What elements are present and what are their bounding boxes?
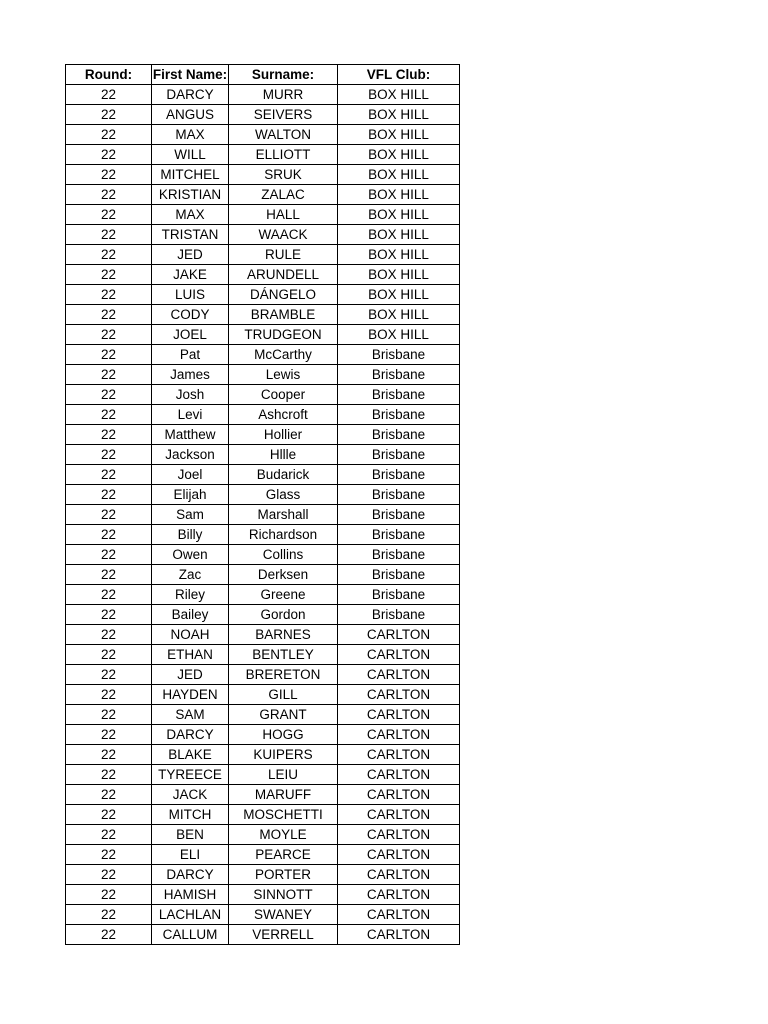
round-cell: 22 <box>66 425 152 445</box>
first-name-cell: HAMISH <box>152 885 229 905</box>
round-cell: 22 <box>66 105 152 125</box>
surname-cell: TRUDGEON <box>229 325 338 345</box>
first-name-cell: CODY <box>152 305 229 325</box>
surname-cell: MOYLE <box>229 825 338 845</box>
table-row <box>66 725 460 745</box>
table-row <box>66 905 460 925</box>
vfl-club-cell: Brisbane <box>338 605 460 625</box>
first-name-cell: WILL <box>152 145 229 165</box>
vfl-club-cell: CARLTON <box>338 885 460 905</box>
header-vfl-club: VFL Club: <box>338 65 460 85</box>
vfl-club-cell: BOX HILL <box>338 125 460 145</box>
vfl-club-cell: CARLTON <box>338 625 460 645</box>
round-cell: 22 <box>66 845 152 865</box>
surname-cell: Lewis <box>229 365 338 385</box>
round-cell: 22 <box>66 685 152 705</box>
surname-cell: Cooper <box>229 385 338 405</box>
vfl-club-cell: Brisbane <box>338 425 460 445</box>
surname-cell: Gordon <box>229 605 338 625</box>
table-row <box>66 185 460 205</box>
table-row <box>66 785 460 805</box>
vfl-club-cell: Brisbane <box>338 545 460 565</box>
table-row <box>66 505 460 525</box>
table-row <box>66 345 460 365</box>
surname-cell: Collins <box>229 545 338 565</box>
round-cell: 22 <box>66 545 152 565</box>
first-name-cell: DARCY <box>152 725 229 745</box>
vfl-club-cell: BOX HILL <box>338 265 460 285</box>
round-cell: 22 <box>66 325 152 345</box>
table-row <box>66 605 460 625</box>
surname-cell: SEIVERS <box>229 105 338 125</box>
round-cell: 22 <box>66 245 152 265</box>
first-name-cell: Zac <box>152 565 229 585</box>
vfl-club-cell: Brisbane <box>338 405 460 425</box>
first-name-cell: Elijah <box>152 485 229 505</box>
round-cell: 22 <box>66 485 152 505</box>
first-name-cell: Joel <box>152 465 229 485</box>
vfl-club-cell: Brisbane <box>338 505 460 525</box>
surname-cell: DÁNGELO <box>229 285 338 305</box>
surname-cell: Ashcroft <box>229 405 338 425</box>
first-name-cell: ANGUS <box>152 105 229 125</box>
round-cell: 22 <box>66 925 152 945</box>
table-row <box>66 885 460 905</box>
surname-cell: PORTER <box>229 865 338 885</box>
vfl-club-cell: CARLTON <box>338 865 460 885</box>
round-cell: 22 <box>66 705 152 725</box>
vfl-club-cell: Brisbane <box>338 465 460 485</box>
vfl-club-cell: CARLTON <box>338 665 460 685</box>
vfl-club-cell: CARLTON <box>338 765 460 785</box>
first-name-cell: DARCY <box>152 865 229 885</box>
surname-cell: SINNOTT <box>229 885 338 905</box>
surname-cell: BRAMBLE <box>229 305 338 325</box>
surname-cell: GILL <box>229 685 338 705</box>
table-row <box>66 805 460 825</box>
vfl-club-cell: BOX HILL <box>338 205 460 225</box>
vfl-club-cell: CARLTON <box>338 905 460 925</box>
table-row <box>66 285 460 305</box>
round-cell: 22 <box>66 825 152 845</box>
table-row <box>66 925 460 945</box>
table-row <box>66 205 460 225</box>
vfl-club-cell: BOX HILL <box>338 105 460 125</box>
vfl-club-cell: Brisbane <box>338 485 460 505</box>
table-row <box>66 705 460 725</box>
vfl-club-cell: Brisbane <box>338 345 460 365</box>
first-name-cell: JAKE <box>152 265 229 285</box>
surname-cell: MOSCHETTI <box>229 805 338 825</box>
table-row <box>66 265 460 285</box>
vfl-club-cell: CARLTON <box>338 845 460 865</box>
table-row <box>66 145 460 165</box>
surname-cell: WAACK <box>229 225 338 245</box>
round-cell: 22 <box>66 625 152 645</box>
surname-cell: VERRELL <box>229 925 338 945</box>
round-cell: 22 <box>66 725 152 745</box>
round-cell: 22 <box>66 345 152 365</box>
first-name-cell: MAX <box>152 125 229 145</box>
surname-cell: ELLIOTT <box>229 145 338 165</box>
table-row <box>66 225 460 245</box>
surname-cell: ARUNDELL <box>229 265 338 285</box>
first-name-cell: Billy <box>152 525 229 545</box>
round-cell: 22 <box>66 385 152 405</box>
table-row <box>66 425 460 445</box>
table-row <box>66 245 460 265</box>
table-row <box>66 485 460 505</box>
first-name-cell: Pat <box>152 345 229 365</box>
first-name-cell: SAM <box>152 705 229 725</box>
first-name-cell: LACHLAN <box>152 905 229 925</box>
surname-cell: Budarick <box>229 465 338 485</box>
first-name-cell: JACK <box>152 785 229 805</box>
first-name-cell: Owen <box>152 545 229 565</box>
first-name-cell: DARCY <box>152 85 229 105</box>
round-cell: 22 <box>66 785 152 805</box>
vfl-club-cell: CARLTON <box>338 825 460 845</box>
first-name-cell: LUIS <box>152 285 229 305</box>
table-row <box>66 445 460 465</box>
first-name-cell: Josh <box>152 385 229 405</box>
first-name-cell: MITCH <box>152 805 229 825</box>
table-row <box>66 165 460 185</box>
header-row <box>66 65 460 85</box>
first-name-cell: JED <box>152 245 229 265</box>
vfl-club-cell: CARLTON <box>338 705 460 725</box>
round-cell: 22 <box>66 165 152 185</box>
table-row <box>66 85 460 105</box>
round-cell: 22 <box>66 185 152 205</box>
surname-cell: Hllle <box>229 445 338 465</box>
surname-cell: Hollier <box>229 425 338 445</box>
round-cell: 22 <box>66 145 152 165</box>
vfl-club-cell: BOX HILL <box>338 165 460 185</box>
table-row <box>66 765 460 785</box>
vfl-club-cell: Brisbane <box>338 585 460 605</box>
first-name-cell: NOAH <box>152 625 229 645</box>
header-round: Round: <box>66 65 152 85</box>
first-name-cell: BLAKE <box>152 745 229 765</box>
first-name-cell: TYREECE <box>152 765 229 785</box>
surname-cell: BARNES <box>229 625 338 645</box>
surname-cell: HOGG <box>229 725 338 745</box>
surname-cell: PEARCE <box>229 845 338 865</box>
round-cell: 22 <box>66 125 152 145</box>
table-row <box>66 625 460 645</box>
header-first-name: First Name: <box>152 65 229 85</box>
round-cell: 22 <box>66 525 152 545</box>
first-name-cell: KRISTIAN <box>152 185 229 205</box>
vfl-club-cell: Brisbane <box>338 385 460 405</box>
round-cell: 22 <box>66 885 152 905</box>
surname-cell: SRUK <box>229 165 338 185</box>
table-row <box>66 825 460 845</box>
round-cell: 22 <box>66 865 152 885</box>
surname-cell: LEIU <box>229 765 338 785</box>
vfl-club-cell: Brisbane <box>338 565 460 585</box>
table-row <box>66 645 460 665</box>
round-cell: 22 <box>66 365 152 385</box>
vfl-club-cell: BOX HILL <box>338 185 460 205</box>
round-cell: 22 <box>66 305 152 325</box>
vfl-club-cell: CARLTON <box>338 785 460 805</box>
vfl-club-cell: CARLTON <box>338 925 460 945</box>
vfl-club-cell: BOX HILL <box>338 305 460 325</box>
table-row <box>66 325 460 345</box>
first-name-cell: HAYDEN <box>152 685 229 705</box>
table-row <box>66 545 460 565</box>
round-cell: 22 <box>66 225 152 245</box>
surname-cell: SWANEY <box>229 905 338 925</box>
first-name-cell: CALLUM <box>152 925 229 945</box>
table-row <box>66 685 460 705</box>
table-row <box>66 865 460 885</box>
first-name-cell: JED <box>152 665 229 685</box>
surname-cell: ZALAC <box>229 185 338 205</box>
surname-cell: McCarthy <box>229 345 338 365</box>
surname-cell: Derksen <box>229 565 338 585</box>
surname-cell: WALTON <box>229 125 338 145</box>
header-surname: Surname: <box>229 65 338 85</box>
first-name-cell: Matthew <box>152 425 229 445</box>
first-name-cell: Jackson <box>152 445 229 465</box>
round-cell: 22 <box>66 205 152 225</box>
vfl-club-cell: BOX HILL <box>338 85 460 105</box>
round-cell: 22 <box>66 465 152 485</box>
first-name-cell: BEN <box>152 825 229 845</box>
vfl-club-cell: CARLTON <box>338 645 460 665</box>
round-cell: 22 <box>66 445 152 465</box>
first-name-cell: JOEL <box>152 325 229 345</box>
first-name-cell: James <box>152 365 229 385</box>
table-row <box>66 585 460 605</box>
surname-cell: Marshall <box>229 505 338 525</box>
surname-cell: Richardson <box>229 525 338 545</box>
surname-cell: RULE <box>229 245 338 265</box>
round-cell: 22 <box>66 645 152 665</box>
table-row <box>66 365 460 385</box>
vfl-club-cell: Brisbane <box>338 445 460 465</box>
round-cell: 22 <box>66 665 152 685</box>
table-row <box>66 665 460 685</box>
table-row <box>66 565 460 585</box>
first-name-cell: MAX <box>152 205 229 225</box>
vfl-club-cell: CARLTON <box>338 745 460 765</box>
round-cell: 22 <box>66 505 152 525</box>
first-name-cell: TRISTAN <box>152 225 229 245</box>
round-cell: 22 <box>66 805 152 825</box>
table-row <box>66 465 460 485</box>
table-row <box>66 385 460 405</box>
surname-cell: Greene <box>229 585 338 605</box>
surname-cell: MARUFF <box>229 785 338 805</box>
round-cell: 22 <box>66 405 152 425</box>
surname-cell: GRANT <box>229 705 338 725</box>
surname-cell: Glass <box>229 485 338 505</box>
vfl-club-cell: BOX HILL <box>338 325 460 345</box>
first-name-cell: ETHAN <box>152 645 229 665</box>
vfl-club-cell: BOX HILL <box>338 225 460 245</box>
round-cell: 22 <box>66 565 152 585</box>
round-cell: 22 <box>66 585 152 605</box>
table-row <box>66 305 460 325</box>
first-name-cell: ELI <box>152 845 229 865</box>
vfl-club-cell: BOX HILL <box>338 245 460 265</box>
surname-cell: MURR <box>229 85 338 105</box>
round-cell: 22 <box>66 905 152 925</box>
first-name-cell: MITCHEL <box>152 165 229 185</box>
round-cell: 22 <box>66 85 152 105</box>
table-row <box>66 525 460 545</box>
first-name-cell: Sam <box>152 505 229 525</box>
surname-cell: HALL <box>229 205 338 225</box>
vfl-club-cell: CARLTON <box>338 725 460 745</box>
round-cell: 22 <box>66 265 152 285</box>
surname-cell: BENTLEY <box>229 645 338 665</box>
vfl-club-cell: CARLTON <box>338 685 460 705</box>
table-row <box>66 845 460 865</box>
first-name-cell: Levi <box>152 405 229 425</box>
round-cell: 22 <box>66 745 152 765</box>
vfl-club-cell: BOX HILL <box>338 145 460 165</box>
round-cell: 22 <box>66 605 152 625</box>
vfl-club-cell: Brisbane <box>338 525 460 545</box>
vfl-club-cell: Brisbane <box>338 365 460 385</box>
table-row <box>66 405 460 425</box>
first-name-cell: Bailey <box>152 605 229 625</box>
table-row <box>66 105 460 125</box>
vfl-club-cell: BOX HILL <box>338 285 460 305</box>
first-name-cell: Riley <box>152 585 229 605</box>
round-cell: 22 <box>66 285 152 305</box>
player-table <box>65 64 460 945</box>
table-row <box>66 125 460 145</box>
surname-cell: KUIPERS <box>229 745 338 765</box>
round-cell: 22 <box>66 765 152 785</box>
surname-cell: BRERETON <box>229 665 338 685</box>
table-row <box>66 745 460 765</box>
vfl-club-cell: CARLTON <box>338 805 460 825</box>
